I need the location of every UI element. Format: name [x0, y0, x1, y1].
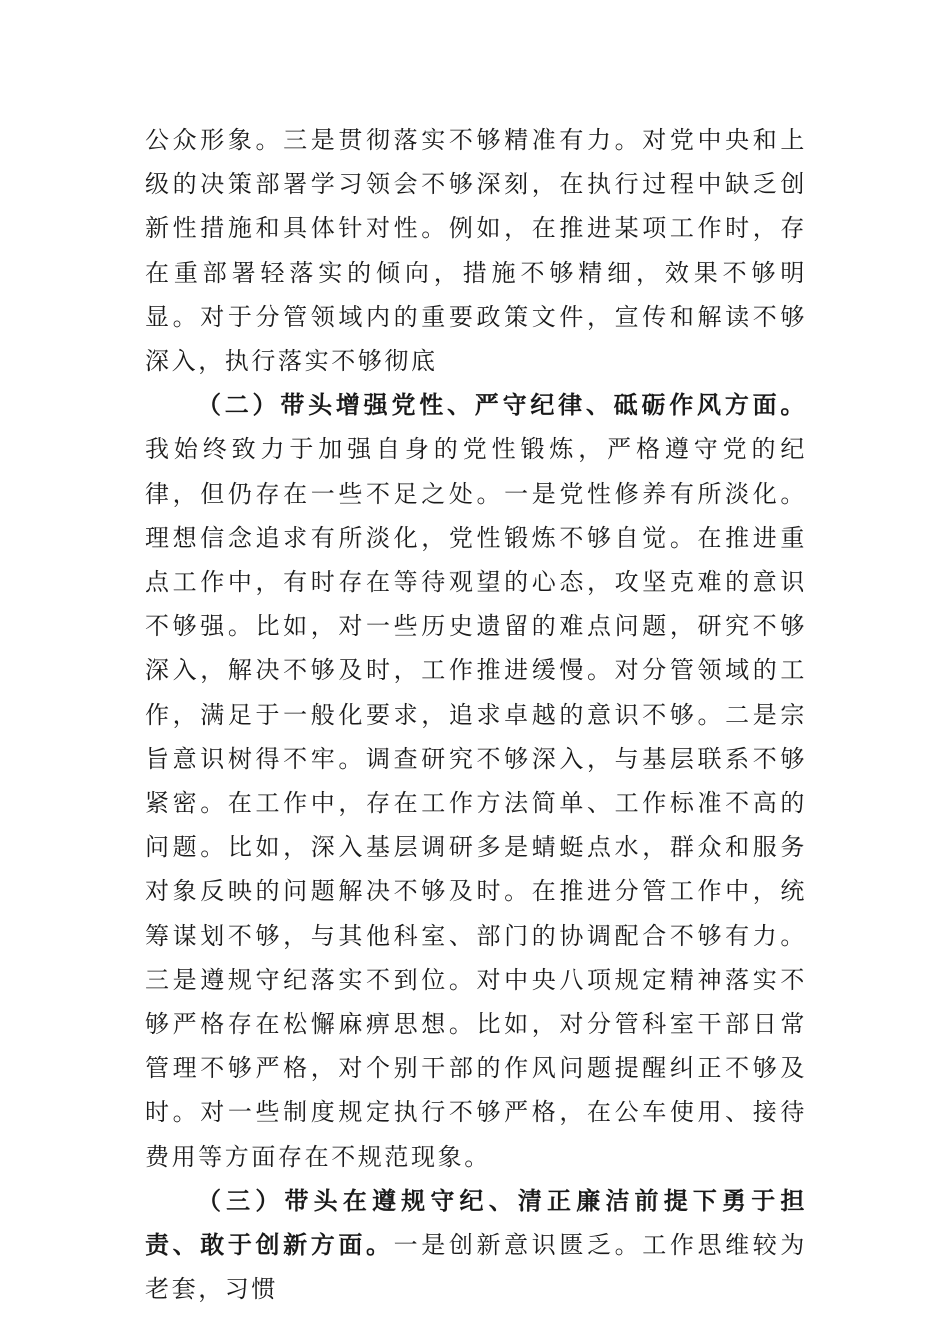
paragraph-1 — [145, 118, 807, 383]
section-heading-2: （二）带头增强党性、严守纪律、砥砺作风方面。 — [197, 390, 807, 420]
section-heading-3: （三）带头在遵规守纪、清正廉洁前提下勇于担责、敢于创新方面。 — [145, 1185, 807, 1260]
paragraph-2 — [145, 383, 807, 1179]
paragraph-3-text: 一是创新意识匮乏。工作思维较为老套，习惯 — [145, 1231, 808, 1304]
paragraph-3 — [145, 1179, 807, 1312]
paragraph-1-text: 公众形象。三是贯彻落实不够精准有力。对党中央和上级的决策部署学习领会不够深刻，在执行过程中缺乏创新性措施和具体针对性。例如，在推进某项工作时，存在重部署轻落实的倾向，措施不够精细，效果不够明显。对于分管领域内的重要政策文件，宣传和解读不够深入，执行落实不够彻底 — [145, 126, 807, 376]
paragraph-2-text: 我始终致力于加强自身的党性锻炼，严格遵守党的纪律，但仍存在一些不足之处。一是党性修养有所淡化。理想信念追求有所淡化，党性锻炼不够自觉。在推进重点工作中，有时存在等待观望的心态，攻坚克难的意识不够强。比如，对一些历史遗留的难点问题，研究不够深入，解决不够及时，工作推进缓慢。对分管领域的工作，满足于一般化要求，追求卓越的意识不够。二是宗旨意识树得不牢。调查研究不够深入，与基层联系不够紧密。在工作中，存在工作方法简单、工作标准不高的问题。比如，深入基层调研多是蜻蜓点水，群众和服务对象反映的问题解决不够及时。在推进分管工作中，统筹谋划不够，与其他科室、部门的协调配合不够有力。三是遵规守纪落实不到位。对中央八项规定精神落实不够严格存在松懈麻痹思想。比如，对分管科室干部日常管理不够严格，对个别干部的作风问题提醒纠正不够及时。对一些制度规定执行不够严格，在公车使用、接待费用等方面存在不规范现象。 — [145, 435, 807, 1171]
document-body — [145, 118, 807, 1311]
